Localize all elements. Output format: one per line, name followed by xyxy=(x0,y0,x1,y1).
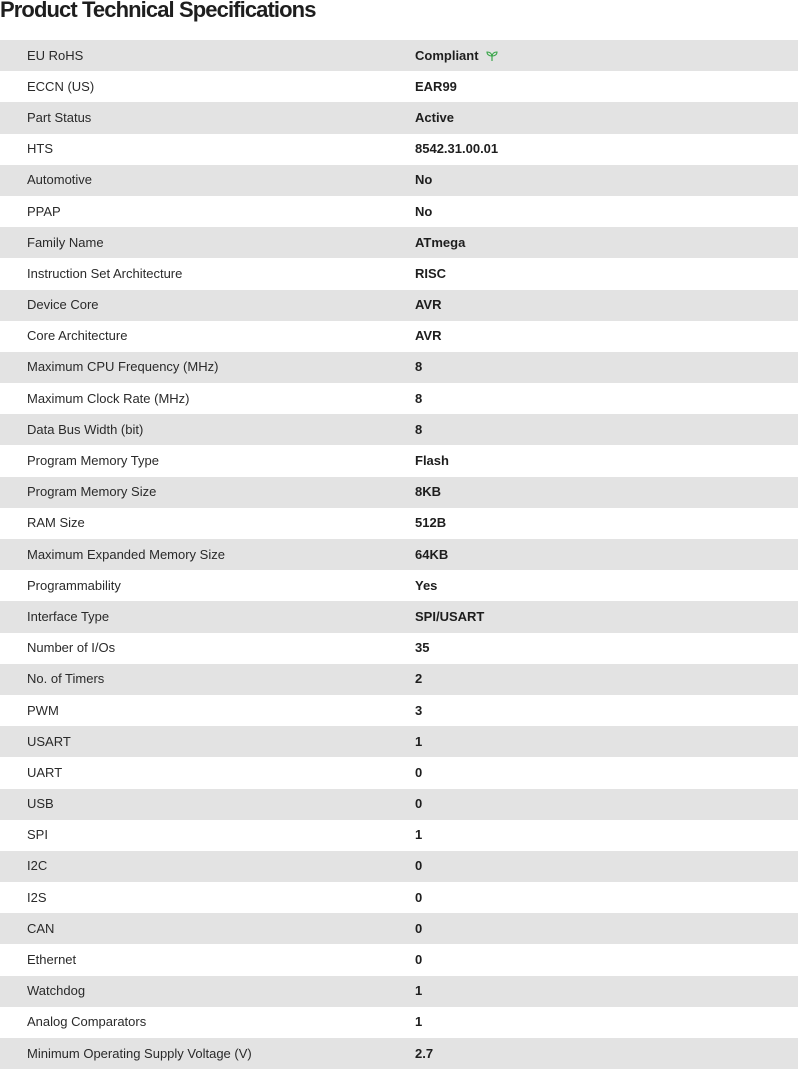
spec-value xyxy=(388,921,422,937)
table-row xyxy=(0,851,798,882)
spec-value xyxy=(388,110,454,126)
spec-value-text: RISC xyxy=(415,265,447,281)
table-row xyxy=(0,352,798,383)
spec-value-text: Active xyxy=(415,109,455,125)
spec-label: Number of I/Os xyxy=(27,640,116,656)
spec-value xyxy=(388,79,457,95)
spec-value-text: AVR xyxy=(415,328,442,344)
spec-label: Watchdog xyxy=(27,983,86,999)
spec-value xyxy=(388,328,441,344)
spec-value xyxy=(388,890,422,906)
spec-value xyxy=(388,827,422,843)
spec-label: Maximum Expanded Memory Size xyxy=(27,546,225,562)
table-row xyxy=(0,789,798,820)
spec-value-text: 64KB xyxy=(415,546,449,562)
spec-value-text: EAR99 xyxy=(415,78,457,94)
spec-label: Automotive xyxy=(27,172,93,188)
spec-value-text: SPI/USART xyxy=(415,608,485,624)
spec-value xyxy=(388,266,446,282)
spec-label: Part Status xyxy=(27,109,92,125)
table-row xyxy=(0,757,798,788)
spec-label: RAM Size xyxy=(27,515,85,531)
table-row xyxy=(0,882,798,913)
table-row xyxy=(0,820,798,851)
spec-value-text: 8KB xyxy=(415,484,442,500)
table-row xyxy=(0,664,798,695)
spec-value xyxy=(388,952,422,968)
spec-value xyxy=(388,547,448,563)
spec-label: HTS xyxy=(27,141,53,157)
leaf-icon xyxy=(485,49,499,63)
spec-value xyxy=(388,1046,433,1062)
table-row xyxy=(0,165,798,196)
spec-label: Maximum Clock Rate (MHz) xyxy=(27,390,190,406)
spec-value-text: 0 xyxy=(415,796,423,812)
table-row xyxy=(0,134,798,165)
table-row xyxy=(0,445,798,476)
spec-value xyxy=(388,734,422,750)
spec-value-text: Yes xyxy=(415,577,438,593)
spec-value-text: 8542.31.00.01 xyxy=(415,141,499,157)
spec-value xyxy=(388,858,422,874)
spec-label: ECCN (US) xyxy=(27,78,95,94)
spec-label: Program Memory Type xyxy=(27,453,159,469)
spec-value-text: 2 xyxy=(415,671,423,687)
table-row xyxy=(0,539,798,570)
spec-label: Device Core xyxy=(27,297,99,313)
spec-value-text: 2.7 xyxy=(415,1045,434,1061)
table-row xyxy=(0,290,798,321)
spec-label: Ethernet xyxy=(27,952,77,968)
spec-label: Core Architecture xyxy=(27,328,128,344)
spec-value-text: 3 xyxy=(415,702,423,718)
spec-value-text: 0 xyxy=(415,858,423,874)
table-row xyxy=(0,726,798,757)
spec-label: USART xyxy=(27,733,71,749)
spec-value-text: 8 xyxy=(415,359,423,375)
spec-value xyxy=(388,422,422,438)
table-row xyxy=(0,414,798,445)
spec-value-text: 8 xyxy=(415,421,423,437)
spec-value xyxy=(388,391,422,407)
table-row xyxy=(0,477,798,508)
spec-label: No. of Timers xyxy=(27,671,105,687)
spec-value-text: 1 xyxy=(415,983,423,999)
table-row xyxy=(0,383,798,414)
table-row xyxy=(0,570,798,601)
spec-table xyxy=(0,40,798,1069)
spec-value xyxy=(388,359,422,375)
spec-label: CAN xyxy=(27,920,55,936)
spec-value xyxy=(388,983,422,999)
spec-value-text: 512B xyxy=(415,515,447,531)
table-row xyxy=(0,913,798,944)
spec-value-text: ATmega xyxy=(415,234,466,250)
spec-value xyxy=(388,609,484,625)
spec-value-text: 0 xyxy=(415,889,423,905)
spec-value-text: Compliant xyxy=(415,47,479,63)
spec-value xyxy=(388,1014,422,1030)
table-row xyxy=(0,1007,798,1038)
spec-value xyxy=(388,578,437,594)
spec-value xyxy=(388,453,449,469)
spec-value-text: No xyxy=(415,203,433,219)
table-row xyxy=(0,695,798,726)
spec-label: Program Memory Size xyxy=(27,484,157,500)
spec-label: Data Bus Width (bit) xyxy=(27,421,144,437)
spec-value xyxy=(388,48,499,64)
spec-label: Family Name xyxy=(27,234,104,250)
spec-label: Interface Type xyxy=(27,608,110,624)
table-row xyxy=(0,601,798,632)
table-row xyxy=(0,71,798,102)
table-row xyxy=(0,40,798,71)
spec-value-text: 0 xyxy=(415,764,423,780)
spec-value xyxy=(388,297,441,313)
spec-value-text: 1 xyxy=(415,1014,423,1030)
spec-label: Minimum Operating Supply Voltage (V) xyxy=(27,1045,252,1061)
spec-value xyxy=(388,515,446,531)
spec-label: Instruction Set Architecture xyxy=(27,265,183,281)
spec-label: Analog Comparators xyxy=(27,1014,147,1030)
table-row xyxy=(0,633,798,664)
spec-value xyxy=(388,204,432,220)
table-row xyxy=(0,196,798,227)
spec-label: I2C xyxy=(27,858,48,874)
spec-label: SPI xyxy=(27,827,48,843)
spec-label: Maximum CPU Frequency (MHz) xyxy=(27,359,219,375)
spec-value-text: AVR xyxy=(415,297,442,313)
table-row xyxy=(0,321,798,352)
spec-value-text: No xyxy=(415,172,433,188)
spec-value-text: 1 xyxy=(415,733,423,749)
spec-label: UART xyxy=(27,764,63,780)
spec-value xyxy=(388,671,422,687)
spec-value-text: Flash xyxy=(415,453,449,469)
spec-label: PPAP xyxy=(27,203,61,219)
spec-value-text: 1 xyxy=(415,827,423,843)
spec-label: Programmability xyxy=(27,577,121,593)
spec-value xyxy=(388,484,441,500)
spec-label: EU RoHS xyxy=(27,47,84,63)
spec-value-text: 0 xyxy=(415,952,423,968)
spec-value-text: 0 xyxy=(415,920,423,936)
spec-value xyxy=(388,796,422,812)
spec-value xyxy=(388,141,498,157)
page-title: Product Technical Specifications xyxy=(0,0,316,22)
spec-value-text: 35 xyxy=(415,640,430,656)
spec-value xyxy=(388,703,422,719)
spec-value xyxy=(388,765,422,781)
spec-value xyxy=(388,235,465,251)
spec-value xyxy=(388,172,432,188)
table-row xyxy=(0,102,798,133)
spec-label: USB xyxy=(27,796,54,812)
table-row xyxy=(0,508,798,539)
table-row xyxy=(0,227,798,258)
table-row xyxy=(0,1038,798,1069)
spec-label: I2S xyxy=(27,889,47,905)
table-row xyxy=(0,976,798,1007)
table-row xyxy=(0,944,798,975)
spec-value-text: 8 xyxy=(415,390,423,406)
spec-value xyxy=(388,640,429,656)
spec-label: PWM xyxy=(27,702,59,718)
table-row xyxy=(0,258,798,289)
